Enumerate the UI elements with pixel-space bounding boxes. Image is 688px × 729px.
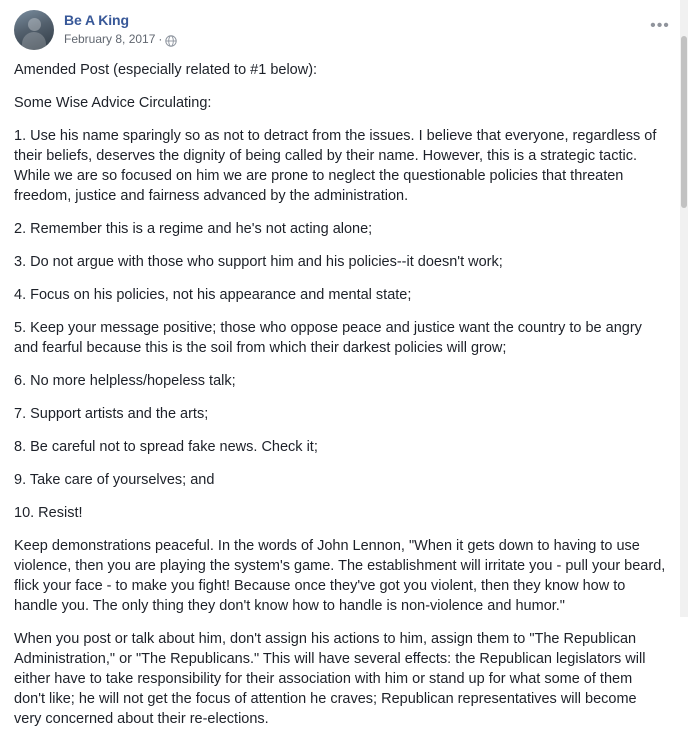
post-paragraph: 4. Focus on his policies, not his appearance and mental state; — [14, 287, 412, 303]
post-options-button[interactable]: ••• — [650, 17, 670, 34]
post-paragraph: Amended Post (especially related to #1 below): — [14, 62, 318, 78]
post-meta — [64, 31, 177, 47]
scrollbar-thumb[interactable] — [681, 36, 687, 208]
post-paragraph: 1. Use his name sparingly so as not to detract from the issues. I believe that everyone, regardless of their beliefs, deserves the dignity of being called by their name. However, this is a strategic tactic. While we are so focused on him we are prone to neglect the questionable policies that threaten freedom, justice and fairness advanced by the administration. — [14, 128, 657, 204]
post-header — [14, 10, 674, 50]
post-paragraph: When you post or talk about him, don't assign his actions to him, assign them to "The Republican Administration," or "The Republicans." This will have several effects: the Republican legislators will either have to take responsibility for their association with him or stand up for what some of them don't like; he will not get the focus of attention he craves; Republican representatives will become very concerned about their re-elections. — [14, 631, 646, 727]
post-timestamp[interactable]: February 8, 2017 — [64, 32, 156, 46]
post-paragraph: 7. Support artists and the arts; — [14, 406, 209, 422]
avatar[interactable] — [14, 10, 54, 50]
post-header-text — [64, 10, 177, 47]
post-paragraph: 2. Remember this is a regime and he's not acting alone; — [14, 221, 373, 237]
post-paragraph: 9. Take care of yourselves; and — [14, 472, 215, 488]
post-paragraph: 5. Keep your message positive; those who oppose peace and justice want the country to be angry and fearful because this is the soil from which their darkest policies will grow; — [14, 320, 642, 356]
meta-separator: · — [158, 32, 163, 46]
post-body — [14, 60, 674, 729]
globe-icon[interactable] — [165, 35, 177, 47]
post-paragraph: Some Wise Advice Circulating: — [14, 95, 212, 111]
post-paragraph: 8. Be careful not to spread fake news. Check it; — [14, 439, 318, 455]
post-paragraph: 6. No more helpless/hopeless talk; — [14, 373, 236, 389]
post-paragraph: 10. Resist! — [14, 505, 83, 521]
post-paragraph: Keep demonstrations peaceful. In the words of John Lennon, "When it gets down to having to use violence, then you are playing the system's game. The establishment will irritate you - pull your beard, flick your face - to make you fight! Because once they've got you violent, then they know how to handle you. The only thing they don't know how to handle is non-violence and humor." — [14, 538, 666, 614]
post-author-link[interactable]: Be A King — [64, 12, 129, 28]
post-paragraph: 3. Do not argue with those who support him and his policies--it doesn't work; — [14, 254, 503, 270]
scrollbar-track[interactable] — [680, 0, 688, 617]
